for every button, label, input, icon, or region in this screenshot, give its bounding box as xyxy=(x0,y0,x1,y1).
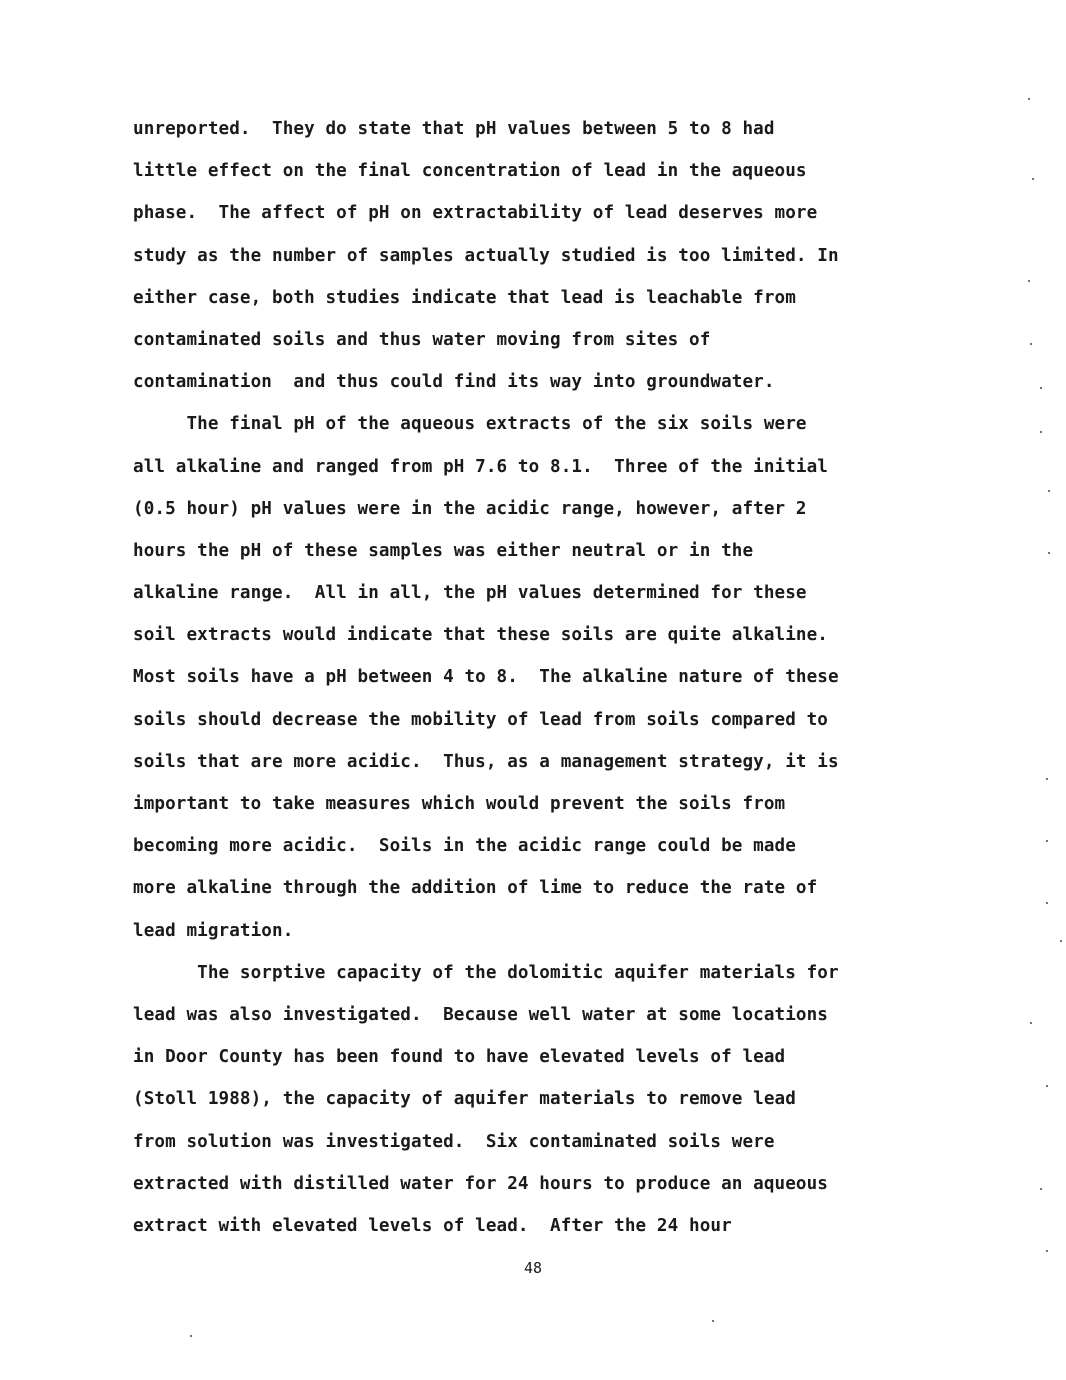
text-line: soils should decrease the mobility of lead from soils compared to xyxy=(133,709,829,730)
text-line: contaminated soils and thus water moving from sites of xyxy=(133,329,711,350)
text-line: Most soils have a pH between 4 to 8. The alkaline nature of these xyxy=(133,667,839,688)
scan-speck xyxy=(712,1320,714,1322)
text-line: little effect on the final concentration of lead in the aqueous xyxy=(133,161,807,182)
text-line: lead migration. xyxy=(133,920,294,941)
text-line: extract with elevated levels of lead. After the 24 hour xyxy=(133,1215,732,1236)
text-line: contamination and thus could find its way into groundwater. xyxy=(133,372,775,393)
text-line: (0.5 hour) pH values were in the acidic range, however, after 2 xyxy=(133,498,807,519)
text-line: lead was also investigated. Because well water at some locations xyxy=(133,1004,829,1025)
text-line: becoming more acidic. Soils in the acidic range could be made xyxy=(133,836,796,857)
text-line: in Door County has been found to have elevated levels of lead xyxy=(133,1047,786,1068)
text-line: alkaline range. All in all, the pH values determined for these xyxy=(133,583,807,604)
text-line: hours the pH of these samples was either neutral or in the xyxy=(133,540,754,561)
scan-speck xyxy=(1046,1250,1048,1252)
scan-speck xyxy=(1028,98,1030,100)
text-line: important to take measures which would prevent the soils from xyxy=(133,794,786,814)
text-line: extracted with distilled water for 24 hours to produce an aqueous xyxy=(133,1173,829,1194)
scan-speck xyxy=(1046,778,1048,780)
text-line: all alkaline and ranged from pH 7.6 to 8.1. Three of the initial xyxy=(133,456,829,477)
scan-speck xyxy=(1046,1085,1048,1087)
scan-speck xyxy=(1048,552,1050,554)
text-line: The final pH of the aqueous extracts of the six soils were xyxy=(133,414,807,435)
text-line: The sorptive capacity of the dolomitic aquifer materials for xyxy=(133,962,839,983)
scan-speck xyxy=(190,1335,192,1337)
scan-speck xyxy=(1030,1022,1032,1024)
text-line: unreported. They do state that pH values between 5 to 8 had xyxy=(133,119,775,139)
scan-speck xyxy=(1046,840,1048,842)
text-line: soils that are more acidic. Thus, as a management strategy, it is xyxy=(133,751,839,772)
scan-speck xyxy=(1046,902,1048,904)
scan-speck xyxy=(1060,940,1062,942)
text-line: study as the number of samples actually studied is too limited. In xyxy=(133,245,839,266)
text-line: either case, both studies indicate that lead is leachable from xyxy=(133,287,796,308)
text-line: soil extracts would indicate that these soils are quite alkaline. xyxy=(133,625,829,646)
scan-speck xyxy=(1040,387,1042,389)
text-line: phase. The affect of pH on extractability of lead deserves more xyxy=(133,203,818,224)
scan-speck xyxy=(1048,490,1050,492)
text-line: more alkaline through the addition of lime to reduce the rate of xyxy=(133,878,818,899)
body-text xyxy=(133,108,993,1247)
text-line: (Stoll 1988), the capacity of aquifer materials to remove lead xyxy=(133,1089,796,1110)
scan-speck xyxy=(1030,343,1032,345)
text-line: from solution was investigated. Six contaminated soils were xyxy=(133,1131,775,1152)
scan-speck xyxy=(1040,1188,1042,1190)
page-number: 48 xyxy=(523,1259,543,1277)
scan-speck xyxy=(1028,280,1030,282)
scan-speck xyxy=(1040,431,1042,433)
scan-speck xyxy=(1032,178,1034,180)
